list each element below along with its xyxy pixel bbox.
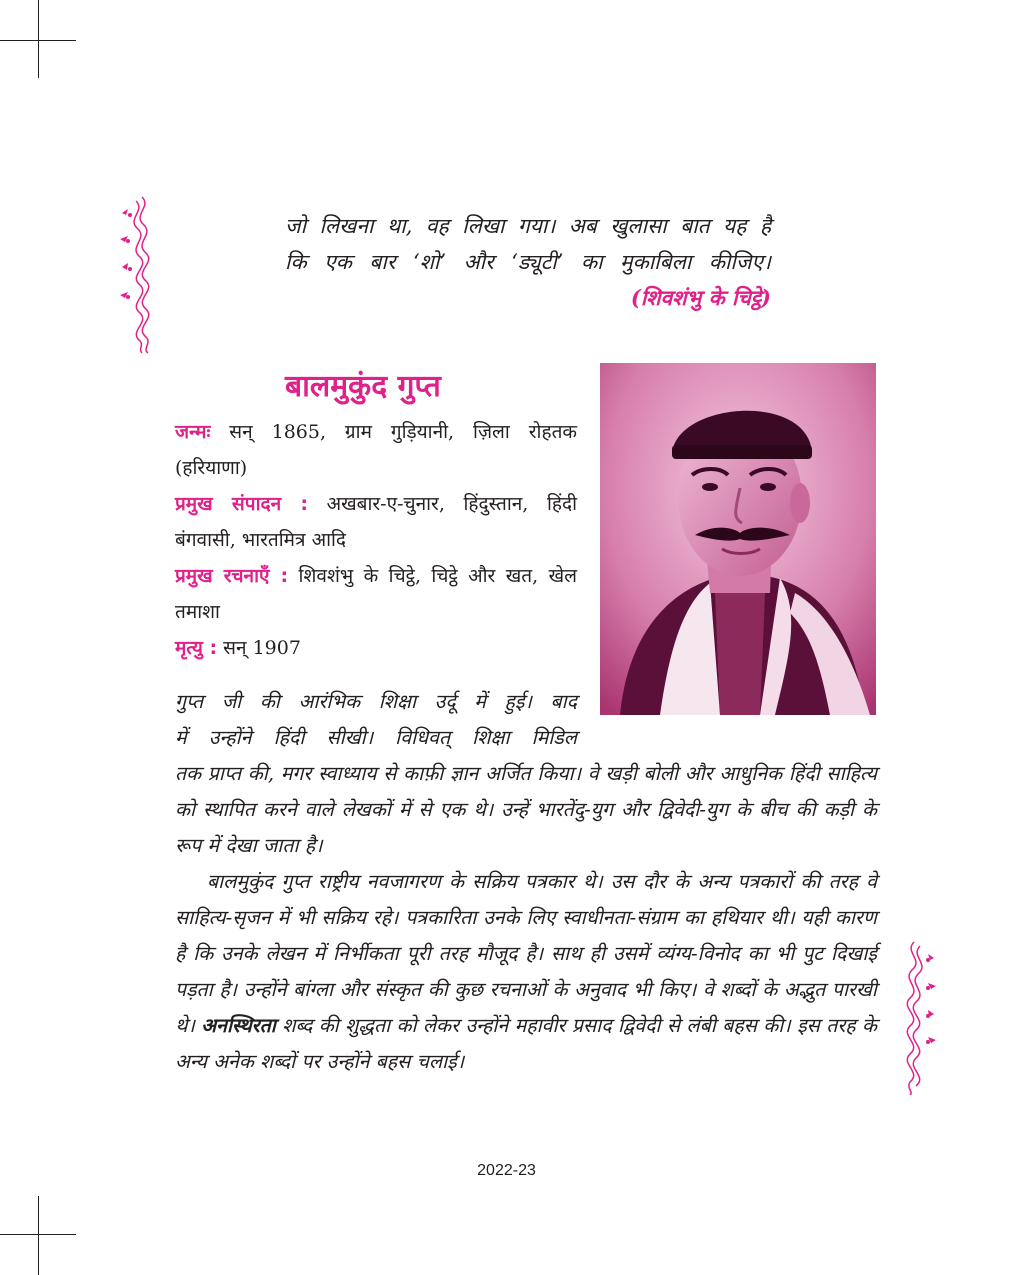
- editing-value: अखबार-ए-चुनार, हिंदुस्तान, हिंदी बंगवासी, भारतमित्र आदि: [175, 493, 577, 551]
- paragraph-1-continuation: तक प्राप्त की, मगर स्वाध्याय से काफ़ी ज्ञान अर्जित किया। वे खड़ी बोली और आधुनिक हिंदी साहित्य को स्थापित करने वाले लेखकों में से एक थे। उन्हें भारतेंदु-युग और द्विवेदी-युग के बीच की कड़ी के रूप में देखा जाता है।: [175, 762, 877, 857]
- paragraph-2-start: बालमुकुंद गुप्त राष्ट्रीय नवजागरण के सक्रिय पत्रकार थे। उस दौर के अन्य पत्रकारों की तरह वे साहित्य-सृजन में भी सक्रिय रहे। पत्रकारिता उनके लिए स्वाधीनता-संग्राम का हथियार थी। यही कारण है कि उनके लेखन में निर्भीकता पूरी तरह मौजूद है। साथ ही उसमें व्यंग्य-विनोद का भी पुट दिखाई पड़ता है। उन्होंने बांग्ला और संस्कृत की कुछ रचनाओं के अनुवाद भी किए। वे शब्दों के अद्भुत पारखी थे।: [175, 870, 877, 1037]
- crop-mark-bottom-left-v: [38, 1196, 39, 1275]
- works-value: शिवशंभु के चिट्ठे, चिट्ठे और खत, खेल तमाशा: [175, 565, 577, 623]
- author-name-heading: बालमुकुंद गुप्त: [285, 369, 441, 404]
- death-label: मृत्यु :: [175, 637, 218, 659]
- highlight-word: अनस्थिरता: [201, 1014, 276, 1037]
- intro-paragraph-narrow: [175, 684, 577, 756]
- narrow-line-2: में उन्होंने हिंदी सीखी। विधिवत् शिक्षा मिडिल: [175, 726, 577, 749]
- birth-label: जन्मः: [175, 421, 211, 443]
- main-body-text: [175, 756, 877, 1080]
- quote-source: (शिवशंभु के चिट्ठे): [630, 285, 771, 310]
- birth-info: [175, 414, 577, 486]
- editing-label: प्रमुख संपादन :: [175, 493, 308, 515]
- death-value: सन् 1907: [223, 637, 301, 659]
- paragraph-2-end: शब्द की शुद्धता को लेकर उन्होंने महावीर प्रसाद द्विवेदी से लंबी बहस की। इस तरह के अन्य अनेक शब्दों पर उन्होंने बहस चलाई।: [175, 1014, 878, 1073]
- death-info: [175, 630, 577, 666]
- floral-ornament-icon: [112, 195, 158, 355]
- narrow-line-1: गुप्त जी की आरंभिक शिक्षा उर्दू में हुई। बाद: [175, 690, 577, 713]
- author-bio: [175, 414, 577, 666]
- crop-mark-top-left-v: [38, 0, 39, 78]
- page-footer-year: 2022-23: [477, 1162, 536, 1179]
- paragraph-2: [175, 864, 877, 1080]
- quote-line-2: कि एक बार ‘शो’ और ‘ड्यूटी’ का मुकाबिला कीजिए।: [285, 250, 771, 274]
- quote-line-1: जो लिखना था, वह लिखा गया। अब खुलासा बात यह है: [285, 214, 771, 238]
- works-info: [175, 558, 577, 630]
- editing-info: [175, 486, 577, 558]
- floral-ornament-icon: [900, 940, 946, 1095]
- author-portrait: [600, 363, 876, 715]
- works-label: प्रमुख रचनाएँ :: [175, 565, 289, 587]
- birth-value: सन् 1865, ग्राम गुड़ियानी, ज़िला रोहतक (हरियाणा): [175, 421, 577, 479]
- opening-quote: [285, 208, 771, 316]
